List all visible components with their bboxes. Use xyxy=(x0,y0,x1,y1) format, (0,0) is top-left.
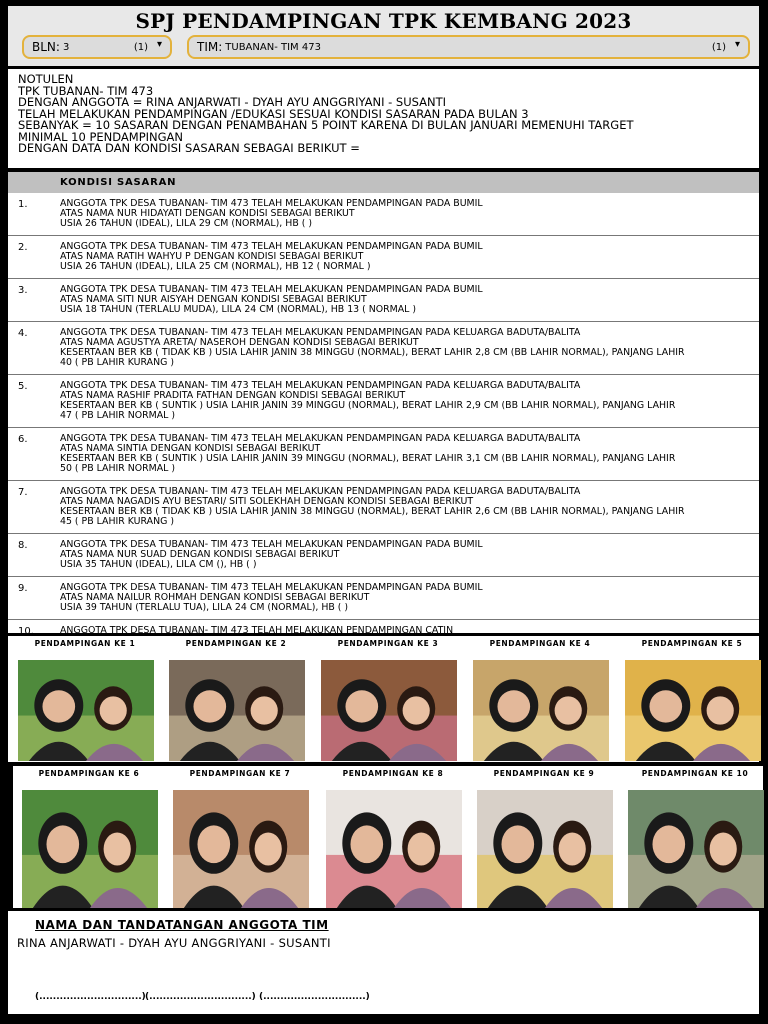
notulen-line: DENGAN DATA DAN KONDISI SASARAN SEBAGAI BERIKUT = xyxy=(18,143,360,155)
photo-label: PENDAMPINGAN KE 9 xyxy=(493,769,595,778)
row-text-line: ANGGOTA TPK DESA TUBANAN- TIM 473 TELAH MELAKUKAN PENDAMPINGAN PADA KELUARGA BADUTA/BALITA xyxy=(60,381,581,391)
row-text-line: ATAS NAMA NUR HIDAYATI DENGAN KONDISI SEBAGAI BERIKUT xyxy=(60,209,355,219)
notulen-panel xyxy=(8,69,759,168)
row-description xyxy=(60,577,759,613)
visit-photo xyxy=(169,660,305,761)
row-text-line: KESERTAAN BER KB ( SUNTIK ) USIA LAHIR JANIN 39 MINGGU (NORMAL), BERAT LAHIR 3,1 CM (BB LAHIR NORMAL), PANJANG LAHIR xyxy=(60,454,676,464)
visit-photo xyxy=(173,790,309,908)
row-text-line: 50 ( PB LAHIR NORMAL ) xyxy=(60,464,176,474)
bln-label: BLN: xyxy=(32,40,60,54)
chevron-down-icon: ▾ xyxy=(156,39,162,50)
row-description xyxy=(60,279,759,315)
photo-label: PENDAMPINGAN KE 3 xyxy=(337,639,439,648)
member-names: RINA ANJARWATI - DYAH AYU ANGGRIYANI - SUSANTI xyxy=(17,936,331,950)
visit-photo xyxy=(473,660,609,761)
row-number: 9. xyxy=(18,583,28,594)
notulen-line: NOTULEN xyxy=(18,74,74,86)
signature-line: (..............................) xyxy=(259,992,370,1002)
row-text-line: KESERTAAN BER KB ( TIDAK KB ) USIA LAHIR JANIN 38 MINGGU (NORMAL), BERAT LAHIR 2,8 CM (BB LAHIR NORMAL), PANJANG LAHIR xyxy=(60,348,685,358)
table-row xyxy=(8,322,759,375)
visit-photo xyxy=(321,660,457,761)
row-text-line: USIA 39 TAHUN (TERLALU TUA), LILA 24 CM (NORMAL), HB ( ) xyxy=(60,603,349,613)
photo-strip-1 xyxy=(8,636,759,762)
table-body xyxy=(8,193,759,633)
table-row xyxy=(8,577,759,620)
row-description xyxy=(60,428,759,474)
row-text-line: ANGGOTA TPK DESA TUBANAN- TIM 473 TELAH MELAKUKAN PENDAMPINGAN PADA BUMIL xyxy=(60,242,483,252)
row-number: 6. xyxy=(18,434,28,445)
row-text-line: ATAS NAMA SINTIA DENGAN KONDISI SEBAGAI BERIKUT xyxy=(60,444,321,454)
row-number: 10. xyxy=(18,626,34,633)
row-text-line: USIA 35 TAHUN (IDEAL), LILA CM (), HB ( ) xyxy=(60,560,257,570)
row-text-line: KESERTAAN BER KB ( TIDAK KB ) USIA LAHIR JANIN 38 MINGGU (NORMAL), BERAT LAHIR 2,6 CM (BB LAHIR NORMAL), PANJANG LAHIR xyxy=(60,507,685,517)
tim-count: (1) xyxy=(711,41,726,53)
notulen-line: MINIMAL 10 PENDAMPINGAN xyxy=(18,131,184,143)
row-number: 8. xyxy=(18,540,28,551)
photo-label: PENDAMPINGAN KE 2 xyxy=(185,639,287,648)
row-description xyxy=(60,481,759,527)
signature-line: (..............................) xyxy=(35,992,146,1002)
visit-photo xyxy=(477,790,613,908)
row-text-line: ANGGOTA TPK DESA TUBANAN- TIM 473 TELAH MELAKUKAN PENDAMPINGAN PADA BUMIL xyxy=(60,285,483,295)
notulen-line: SEBANYAK = 10 SASARAN DENGAN PENAMBAHAN 5 POINT KARENA DI BULAN JANUARI MEMENUHI TARGET xyxy=(18,120,634,132)
photo-label: PENDAMPINGAN KE 5 xyxy=(641,639,743,648)
photo-label: PENDAMPINGAN KE 7 xyxy=(189,769,291,778)
table-row xyxy=(8,620,759,633)
report-header xyxy=(8,6,759,66)
row-text-line: 45 ( PB LAHIR KURANG ) xyxy=(60,517,174,527)
tim-dropdown[interactable] xyxy=(187,35,750,59)
photo-label: PENDAMPINGAN KE 10 xyxy=(641,769,749,778)
kondisi-sasaran-table xyxy=(8,172,759,633)
row-text-line: 40 ( PB LAHIR KURANG ) xyxy=(60,358,174,368)
row-text-line: ATAS NAMA AGUSTYA ARETA/ NASEROH DENGAN KONDISI SEBAGAI BERIKUT xyxy=(60,338,419,348)
photo-label: PENDAMPINGAN KE 1 xyxy=(34,639,136,648)
row-text-line: ATAS NAMA NAILUR ROHMAH DENGAN KONDISI SEBAGAI BERIKUT xyxy=(60,593,370,603)
tim-label: TIM: xyxy=(197,40,223,54)
row-number: 3. xyxy=(18,285,28,296)
photo-label: PENDAMPINGAN KE 4 xyxy=(489,639,591,648)
row-text-line: ATAS NAMA NUR SUAD DENGAN KONDISI SEBAGAI BERIKUT xyxy=(60,550,340,560)
row-text-line: ANGGOTA TPK DESA TUBANAN- TIM 473 TELAH MELAKUKAN PENDAMPINGAN PADA BUMIL xyxy=(60,540,483,550)
row-text-line: 47 ( PB LAHIR NORMAL ) xyxy=(60,411,176,421)
table-row xyxy=(8,193,759,236)
row-text-line: ATAS NAMA SITI NUR AISYAH DENGAN KONDISI SEBAGAI BERIKUT xyxy=(60,295,367,305)
row-description xyxy=(60,322,759,368)
table-row xyxy=(8,428,759,481)
row-text-line: ANGGOTA TPK DESA TUBANAN- TIM 473 TELAH MELAKUKAN PENDAMPINGAN PADA KELUARGA BADUTA/BALITA xyxy=(60,328,581,338)
table-row xyxy=(8,375,759,428)
tim-value: TUBANAN- TIM 473 xyxy=(225,41,321,53)
row-text-line: ANGGOTA TPK DESA TUBANAN- TIM 473 TELAH MELAKUKAN PENDAMPINGAN PADA BUMIL xyxy=(60,199,483,209)
notulen-line: DENGAN ANGGOTA = RINA ANJARWATI - DYAH AYU ANGGRIYANI - SUSANTI xyxy=(18,97,447,109)
photo-strip-2 xyxy=(13,766,763,908)
row-description xyxy=(60,534,759,570)
visit-photo xyxy=(326,790,462,908)
table-row xyxy=(8,279,759,322)
page-title: SPJ PENDAMPINGAN TPK KEMBANG 2023 xyxy=(135,9,632,33)
table-row xyxy=(8,481,759,534)
visit-photo xyxy=(18,660,154,761)
table-row xyxy=(8,236,759,279)
row-description xyxy=(60,193,759,229)
row-text-line: ANGGOTA TPK DESA TUBANAN- TIM 473 TELAH MELAKUKAN PENDAMPINGAN PADA KELUARGA BADUTA/BALITA xyxy=(60,487,581,497)
table-row xyxy=(8,534,759,577)
bln-value: 3 xyxy=(62,41,70,53)
signature-title: NAMA DAN TANDATANGAN ANGGOTA TIM xyxy=(35,918,329,932)
row-number: 2. xyxy=(18,242,28,253)
row-number: 5. xyxy=(18,381,28,392)
row-number: 7. xyxy=(18,487,28,498)
photo-label: PENDAMPINGAN KE 8 xyxy=(342,769,444,778)
row-text-line: KESERTAAN BER KB ( SUNTIK ) USIA LAHIR JANIN 39 MINGGU (NORMAL), BERAT LAHIR 2,9 CM (BB LAHIR NORMAL), PANJANG LAHIR xyxy=(60,401,676,411)
row-text-line: ATAS NAMA RASHIF PRADITA FATHAN DENGAN KONDISI SEBAGAI BERIKUT xyxy=(60,391,406,401)
notulen-line: TPK TUBANAN- TIM 473 xyxy=(18,85,154,97)
notulen-line: TELAH MELAKUKAN PENDAMPINGAN /EDUKASI SESUAI KONDISI SASARAN PADA BULAN 3 xyxy=(18,108,529,120)
row-text-line: ANGGOTA TPK DESA TUBANAN- TIM 473 TELAH MELAKUKAN PENDAMPINGAN PADA KELUARGA BADUTA/BALITA xyxy=(60,434,581,444)
row-text-line: ATAS NAMA RATIH WAHYU P DENGAN KONDISI SEBAGAI BERIKUT xyxy=(60,252,364,262)
visit-photo xyxy=(625,660,761,761)
photo-label: PENDAMPINGAN KE 6 xyxy=(38,769,140,778)
row-description xyxy=(60,375,759,421)
row-text-line: USIA 26 TAHUN (IDEAL), LILA 25 CM (NORMAL), HB 12 ( NORMAL ) xyxy=(60,262,371,272)
row-text-line: ANGGOTA TPK DESA TUBANAN- TIM 473 TELAH MELAKUKAN PENDAMPINGAN PADA BUMIL xyxy=(60,583,483,593)
row-description xyxy=(60,620,759,633)
visit-photo xyxy=(22,790,158,908)
row-number: 1. xyxy=(18,199,28,210)
row-number: 4. xyxy=(18,328,28,339)
visit-photo xyxy=(628,790,764,908)
chevron-down-icon: ▾ xyxy=(734,39,740,50)
row-text-line: USIA 18 TAHUN (TERLALU MUDA), LILA 24 CM (NORMAL), HB 13 ( NORMAL ) xyxy=(60,305,417,315)
signature-panel xyxy=(8,911,759,1014)
row-description xyxy=(60,236,759,272)
signature-line: (..............................) xyxy=(145,992,256,1002)
row-text-line: ANGGOTA TPK DESA TUBANAN- TIM 473 TELAH MELAKUKAN PENDAMPINGAN CATIN xyxy=(60,626,454,633)
row-text-line: USIA 26 TAHUN (IDEAL), LILA 29 CM (NORMAL), HB ( ) xyxy=(60,219,313,229)
bln-dropdown[interactable] xyxy=(22,35,172,59)
table-header: KONDISI SASARAN xyxy=(8,172,759,193)
row-text-line: ATAS NAMA NAGADIS AYU BESTARI/ SITI SOLEKHAH DENGAN KONDISI SEBAGAI BERIKUT xyxy=(60,497,474,507)
bln-count: (1) xyxy=(133,41,148,53)
